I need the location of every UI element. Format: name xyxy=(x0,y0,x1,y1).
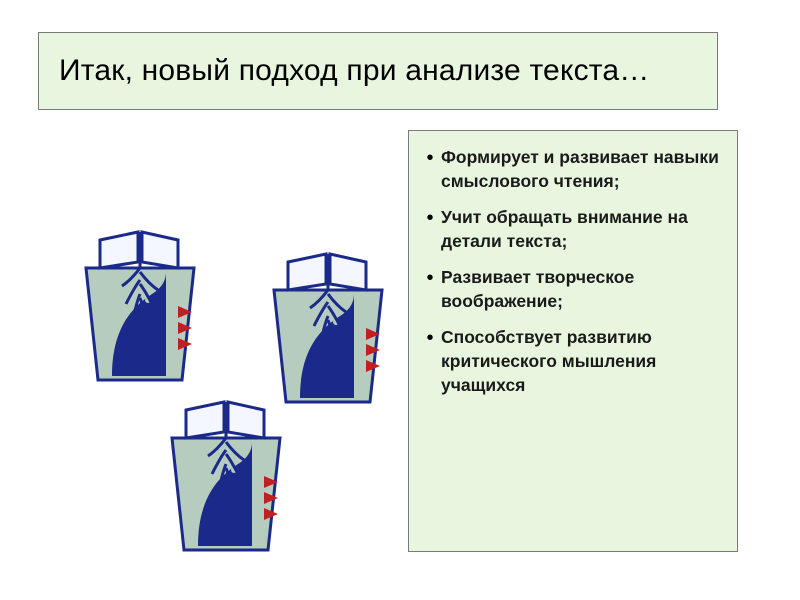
bullet-icon: • xyxy=(426,207,434,229)
bullet-text: Формирует и развивает навыки смыслового чтения; xyxy=(441,147,719,191)
bullet-text: Способствует развитию критического мышления учащихся xyxy=(441,327,657,395)
slide-title-box xyxy=(38,32,718,110)
bullet-text: Развивает творческое воображение; xyxy=(441,267,635,311)
list-item xyxy=(419,325,723,397)
list-item xyxy=(419,145,723,193)
bullet-text: Учит обращать внимание на детали текста; xyxy=(441,207,688,251)
bullet-icon: • xyxy=(426,327,434,349)
head-book-plant-emblem-1 xyxy=(74,228,206,393)
bullet-panel xyxy=(408,130,738,552)
bullet-list xyxy=(419,145,723,397)
page-title: Итак, новый подход при анализе текста… xyxy=(59,54,650,87)
bullet-icon: • xyxy=(426,267,434,289)
head-book-plant-emblem-3 xyxy=(160,398,292,563)
head-book-plant-emblem-2 xyxy=(262,250,394,415)
bullet-icon: • xyxy=(426,147,434,169)
list-item xyxy=(419,265,723,313)
list-item xyxy=(419,205,723,253)
